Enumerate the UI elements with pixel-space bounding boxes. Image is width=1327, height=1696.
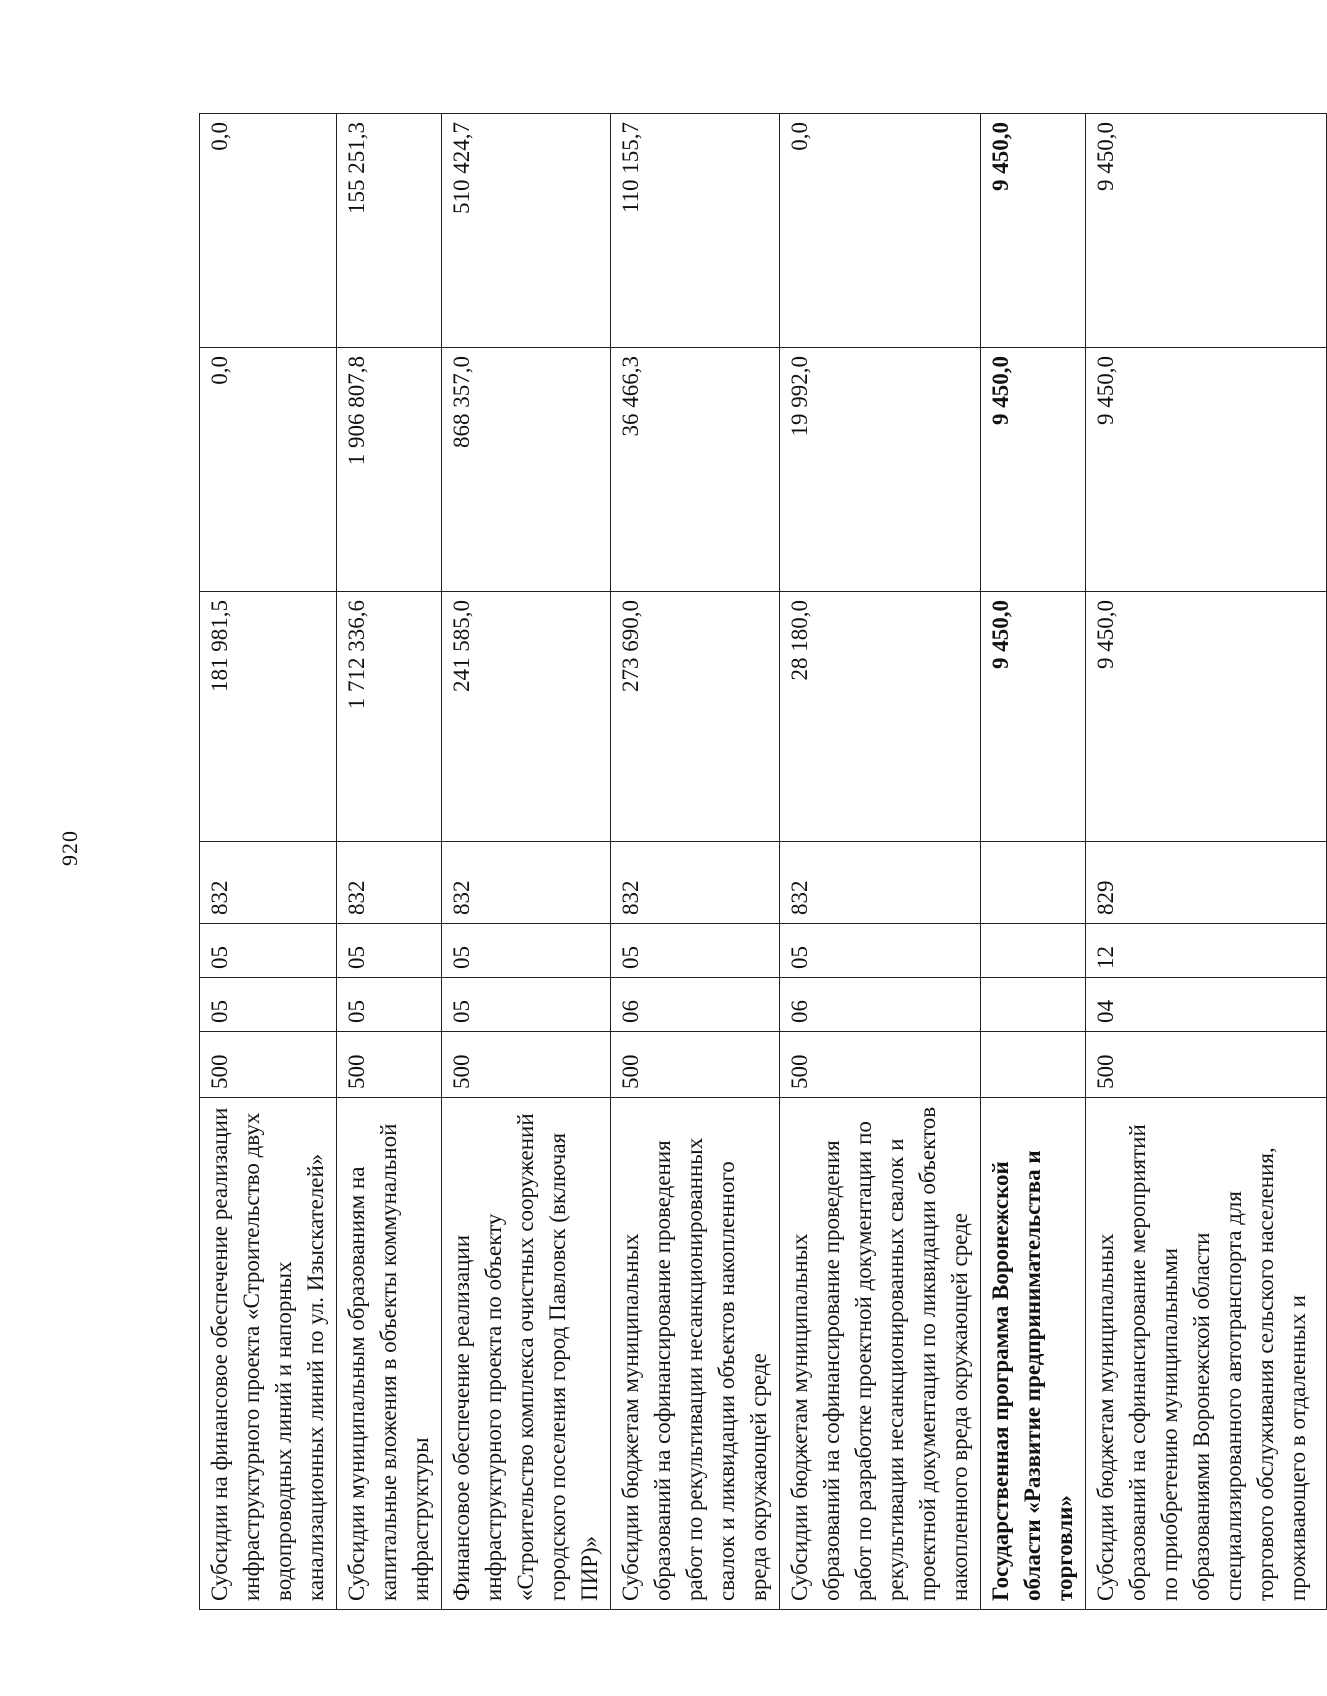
section-cell: 04	[1086, 978, 1327, 1032]
amount-year1-cell: 1 712 336,6	[337, 592, 442, 842]
amount-year1-cell: 241 585,0	[442, 592, 611, 842]
amount-year3-cell: 9 450,0	[981, 114, 1086, 348]
subsection-cell: 12	[1086, 924, 1327, 978]
amount-year2-cell: 19 992,0	[780, 348, 981, 592]
amount-year3-cell: 155 251,3	[337, 114, 442, 348]
amount-year3-cell: 9 450,0	[1086, 114, 1327, 348]
amount-year1-cell: 273 690,0	[611, 592, 780, 842]
section-cell: 06	[611, 978, 780, 1032]
code-cell	[981, 1032, 1086, 1098]
table-row	[611, 114, 780, 1610]
ministry-code-cell: 832	[200, 842, 337, 924]
code-cell: 500	[780, 1032, 981, 1098]
code-cell: 500	[200, 1032, 337, 1098]
amount-year3-cell: 0,0	[200, 114, 337, 348]
ministry-code-cell: 832	[780, 842, 981, 924]
amount-year1-cell: 181 981,5	[200, 592, 337, 842]
amount-year1-cell: 28 180,0	[780, 592, 981, 842]
table-rotation-wrapper	[199, 114, 1310, 1610]
code-cell: 500	[442, 1032, 611, 1098]
amount-year2-cell: 0,0	[200, 348, 337, 592]
table-row	[200, 114, 337, 1610]
ministry-code-cell: 832	[611, 842, 780, 924]
section-cell: 05	[442, 978, 611, 1032]
amount-year3-cell: 0,0	[780, 114, 981, 348]
ministry-code-cell	[981, 842, 1086, 924]
amount-year2-cell: 1 906 807,8	[337, 348, 442, 592]
row-name: Субсидии бюджетам муниципальных образований на софинансирование проведения работ по рекультивации несанкционированных свалок и ликвидации объектов накопленного вреда окружающей среде	[611, 1098, 780, 1610]
ministry-code-cell: 832	[442, 842, 611, 924]
subsection-cell: 05	[780, 924, 981, 978]
table-row	[780, 114, 981, 1610]
amount-year2-cell: 868 357,0	[442, 348, 611, 592]
section-cell: 06	[780, 978, 981, 1032]
table-row	[442, 114, 611, 1610]
page-number: 920	[57, 830, 82, 866]
ministry-code-cell: 832	[337, 842, 442, 924]
code-cell: 500	[1086, 1032, 1327, 1098]
section-cell: 05	[337, 978, 442, 1032]
ministry-code-cell: 829	[1086, 842, 1327, 924]
amount-year1-cell: 9 450,0	[1086, 592, 1327, 842]
row-name: Финансовое обеспечение реализации инфраструктурного проекта по объекту «Строительство комплекса очистных сооружений городского поселения город Павловск (включая ПИР)»	[442, 1098, 611, 1610]
amount-year2-cell: 9 450,0	[981, 348, 1086, 592]
table-row-program-total	[981, 114, 1086, 1610]
code-cell: 500	[611, 1032, 780, 1098]
row-name: Субсидии бюджетам муниципальных образований на софинансирование мероприятий по приобретению муниципальными образованиями Воронежской области специализированного автотранспорта для торгового обслуживания сельского населения, проживающего в отдаленных и	[1086, 1098, 1327, 1610]
table-row	[1086, 114, 1327, 1610]
row-name: Субсидии на финансовое обеспечение реализации инфраструктурного проекта «Строительство двух водопроводных линий и напорных канализационных линий по ул. Изыскателей»	[200, 1098, 337, 1610]
program-name: Государственная программа Воронежской области «Развитие предпринимательства и торговли»	[981, 1098, 1086, 1610]
subsection-cell: 05	[200, 924, 337, 978]
subsection-cell: 05	[442, 924, 611, 978]
row-name: Субсидии бюджетам муниципальных образований на софинансирование проведения работ по разработке проектной документации по рекультивации несанкционированных свалок и проектной документации по ликвидации объектов накопленного вреда окружающей среде	[780, 1098, 981, 1610]
amount-year3-cell: 510 424,7	[442, 114, 611, 348]
code-cell: 500	[337, 1032, 442, 1098]
amount-year2-cell: 36 466,3	[611, 348, 780, 592]
amount-year3-cell: 110 155,7	[611, 114, 780, 348]
amount-year1-cell: 9 450,0	[981, 592, 1086, 842]
subsection-cell: 05	[611, 924, 780, 978]
table-row	[337, 114, 442, 1610]
section-cell	[981, 978, 1086, 1032]
section-cell: 05	[200, 978, 337, 1032]
subsection-cell	[981, 924, 1086, 978]
subsection-cell: 05	[337, 924, 442, 978]
amount-year2-cell: 9 450,0	[1086, 348, 1327, 592]
budget-table	[199, 113, 1327, 1610]
row-name: Субсидии муниципальным образованиям на капитальные вложения в объекты коммунальной инфраструктуры	[337, 1098, 442, 1610]
